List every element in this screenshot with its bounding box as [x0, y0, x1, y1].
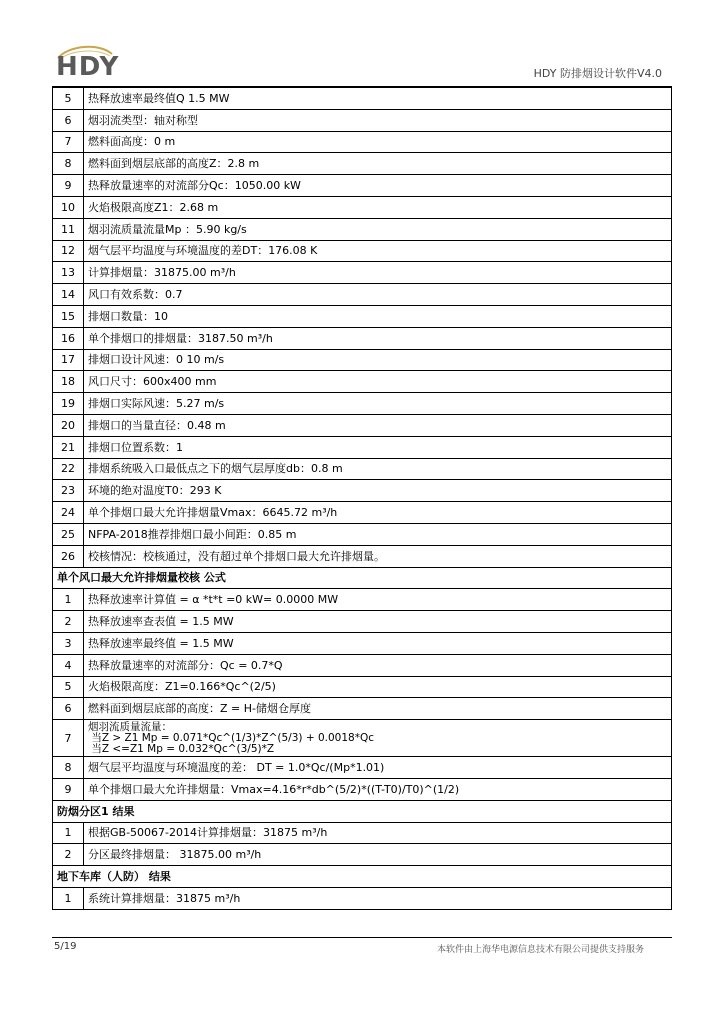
row-text: 风口尺寸：600x400 mm [84, 371, 672, 393]
table-row [53, 262, 672, 284]
row-number: 9 [53, 778, 84, 800]
calculation-table [52, 87, 672, 910]
row-number: 17 [53, 349, 84, 371]
row-number: 26 [53, 545, 84, 567]
row-number: 8 [53, 757, 84, 779]
table-row [53, 632, 672, 654]
row-number: 4 [53, 654, 84, 676]
table-row [53, 327, 672, 349]
row-number: 7 [53, 720, 84, 757]
row-text: 火焰极限高度Z1：2.68 m [84, 196, 672, 218]
row-text: 热释放量速率的对流部分：Qc = 0.7*Q [84, 654, 672, 676]
row-number: 23 [53, 480, 84, 502]
formula-text: 烟羽流质量流量： 当Z > Z1 Mp = 0.071*Qc^(1/3)*Z^(5/3) + 0.0018*Qc 当Z <=Z1 Mp = 0.032*Qc^(3/5)*Z [88, 720, 374, 755]
row-text: 烟羽流质量流量Mp ：5.90 kg/s [84, 218, 672, 240]
table-row [53, 611, 672, 633]
row-number: 19 [53, 393, 84, 415]
row-number: 6 [53, 109, 84, 131]
row-text: 排烟系统吸入口最低点之下的烟气层厚度db：0.8 m [84, 458, 672, 480]
table-row [53, 218, 672, 240]
row-number: 16 [53, 327, 84, 349]
section-title: 防烟分区1 结果 [53, 800, 672, 822]
row-number: 22 [53, 458, 84, 480]
row-number: 3 [53, 632, 84, 654]
table-row [53, 502, 672, 524]
row-text: 燃料面高度：0 m [84, 131, 672, 153]
footer-divider [52, 937, 672, 938]
logo: HDY [56, 52, 120, 82]
row-text: 烟羽流类型：轴对称型 [84, 109, 672, 131]
row-text: 火焰极限高度：Z1=0.166*Qc^(2/5) [84, 676, 672, 698]
row-number: 2 [53, 611, 84, 633]
table-row [53, 131, 672, 153]
row-text: 校核情况：校核通过，没有超过单个排烟口最大允许排烟量。 [84, 545, 672, 567]
table-row [53, 284, 672, 306]
row-text: 单个排烟口最大允许排烟量Vmax：6645.72 m³/h [84, 502, 672, 524]
row-number: 1 [53, 589, 84, 611]
row-text: 排烟口的当量直径：0.48 m [84, 414, 672, 436]
row-text: 环境的绝对温度T0：293 K [84, 480, 672, 502]
row-number: 18 [53, 371, 84, 393]
table-row [53, 88, 672, 110]
row-text: 热释放速率最终值Q 1.5 MW [84, 88, 672, 110]
table-row [53, 844, 672, 866]
table-row [53, 822, 672, 844]
row-number: 5 [53, 88, 84, 110]
table-row [53, 676, 672, 698]
table-row [53, 414, 672, 436]
row-text: 单个排烟口的排烟量：3187.50 m³/h [84, 327, 672, 349]
table-row [53, 778, 672, 800]
table-row [53, 589, 672, 611]
section-title: 单个风口最大允许排烟量校核 公式 [53, 567, 672, 589]
row-number: 13 [53, 262, 84, 284]
row-number: 8 [53, 153, 84, 175]
row-number: 20 [53, 414, 84, 436]
table-row [53, 240, 672, 262]
row-number: 14 [53, 284, 84, 306]
section-title: 地下车库（人防） 结果 [53, 866, 672, 888]
row-text: 系统计算排烟量：31875 m³/h [84, 887, 672, 909]
row-text: NFPA-2018推荐排烟口最小间距：0.85 m [84, 523, 672, 545]
table-row [53, 545, 672, 567]
footer-note: 本软件由上海华电源信息技术有限公司提供支持服务 [436, 945, 644, 955]
row-text: 根据GB-50067-2014计算排烟量：31875 m³/h [84, 822, 672, 844]
section-header [53, 866, 672, 888]
row-number: 21 [53, 436, 84, 458]
table-row [53, 349, 672, 371]
table-row [53, 720, 672, 757]
table-row [53, 153, 672, 175]
row-number: 2 [53, 844, 84, 866]
row-number: 9 [53, 175, 84, 197]
row-text: 热释放速率计算值 = α *t*t =0 kW= 0.0000 MW [84, 589, 672, 611]
row-text: 排烟口数量：10 [84, 305, 672, 327]
table-row [53, 305, 672, 327]
section-header [53, 800, 672, 822]
row-number: 11 [53, 218, 84, 240]
row-number: 7 [53, 131, 84, 153]
table-row [53, 887, 672, 909]
table-row [53, 109, 672, 131]
row-number: 5 [53, 676, 84, 698]
row-text: 单个排烟口最大允许排烟量：Vmax=4.16*r*db^(5/2)*((T-T0)/T0)^(1/2) [84, 778, 672, 800]
row-number: 10 [53, 196, 84, 218]
table-row [53, 757, 672, 779]
row-text: 排烟口设计风速：0 10 m/s [84, 349, 672, 371]
table-row [53, 523, 672, 545]
row-text: 排烟口位置系数：1 [84, 436, 672, 458]
row-text: 燃料面到烟层底部的高度：Z = H-储烟仓厚度 [84, 698, 672, 720]
section-header [53, 567, 672, 589]
table-row [53, 654, 672, 676]
row-text: 排烟口实际风速：5.27 m/s [84, 393, 672, 415]
row-text: 风口有效系数：0.7 [84, 284, 672, 306]
row-text: 热释放速率查表值 = 1.5 MW [84, 611, 672, 633]
row-number: 1 [53, 887, 84, 909]
row-number: 12 [53, 240, 84, 262]
row-text: 计算排烟量：31875.00 m³/h [84, 262, 672, 284]
table-row [53, 371, 672, 393]
row-text: 烟气层平均温度与环境温度的差DT：176.08 K [84, 240, 672, 262]
document-title: HDY 防排烟设计软件V4.0 [533, 67, 662, 80]
row-text: 热释放量速率的对流部分Qc：1050.00 kW [84, 175, 672, 197]
row-number: 25 [53, 523, 84, 545]
row-text: 分区最终排烟量： 31875.00 m³/h [84, 844, 672, 866]
table-row [53, 698, 672, 720]
table-row [53, 393, 672, 415]
table-row [53, 436, 672, 458]
row-text: 烟气层平均温度与环境温度的差： DT = 1.0*Qc/(Mp*1.01) [84, 757, 672, 779]
table-row [53, 480, 672, 502]
table-row [53, 196, 672, 218]
row-text [84, 720, 672, 757]
table-row [53, 458, 672, 480]
table-row [53, 175, 672, 197]
row-number: 15 [53, 305, 84, 327]
page-number: 5/19 [54, 941, 77, 952]
row-number: 6 [53, 698, 84, 720]
row-text: 热释放速率最终值 = 1.5 MW [84, 632, 672, 654]
row-text: 燃料面到烟层底部的高度Z：2.8 m [84, 153, 672, 175]
row-number: 24 [53, 502, 84, 524]
row-number: 1 [53, 822, 84, 844]
